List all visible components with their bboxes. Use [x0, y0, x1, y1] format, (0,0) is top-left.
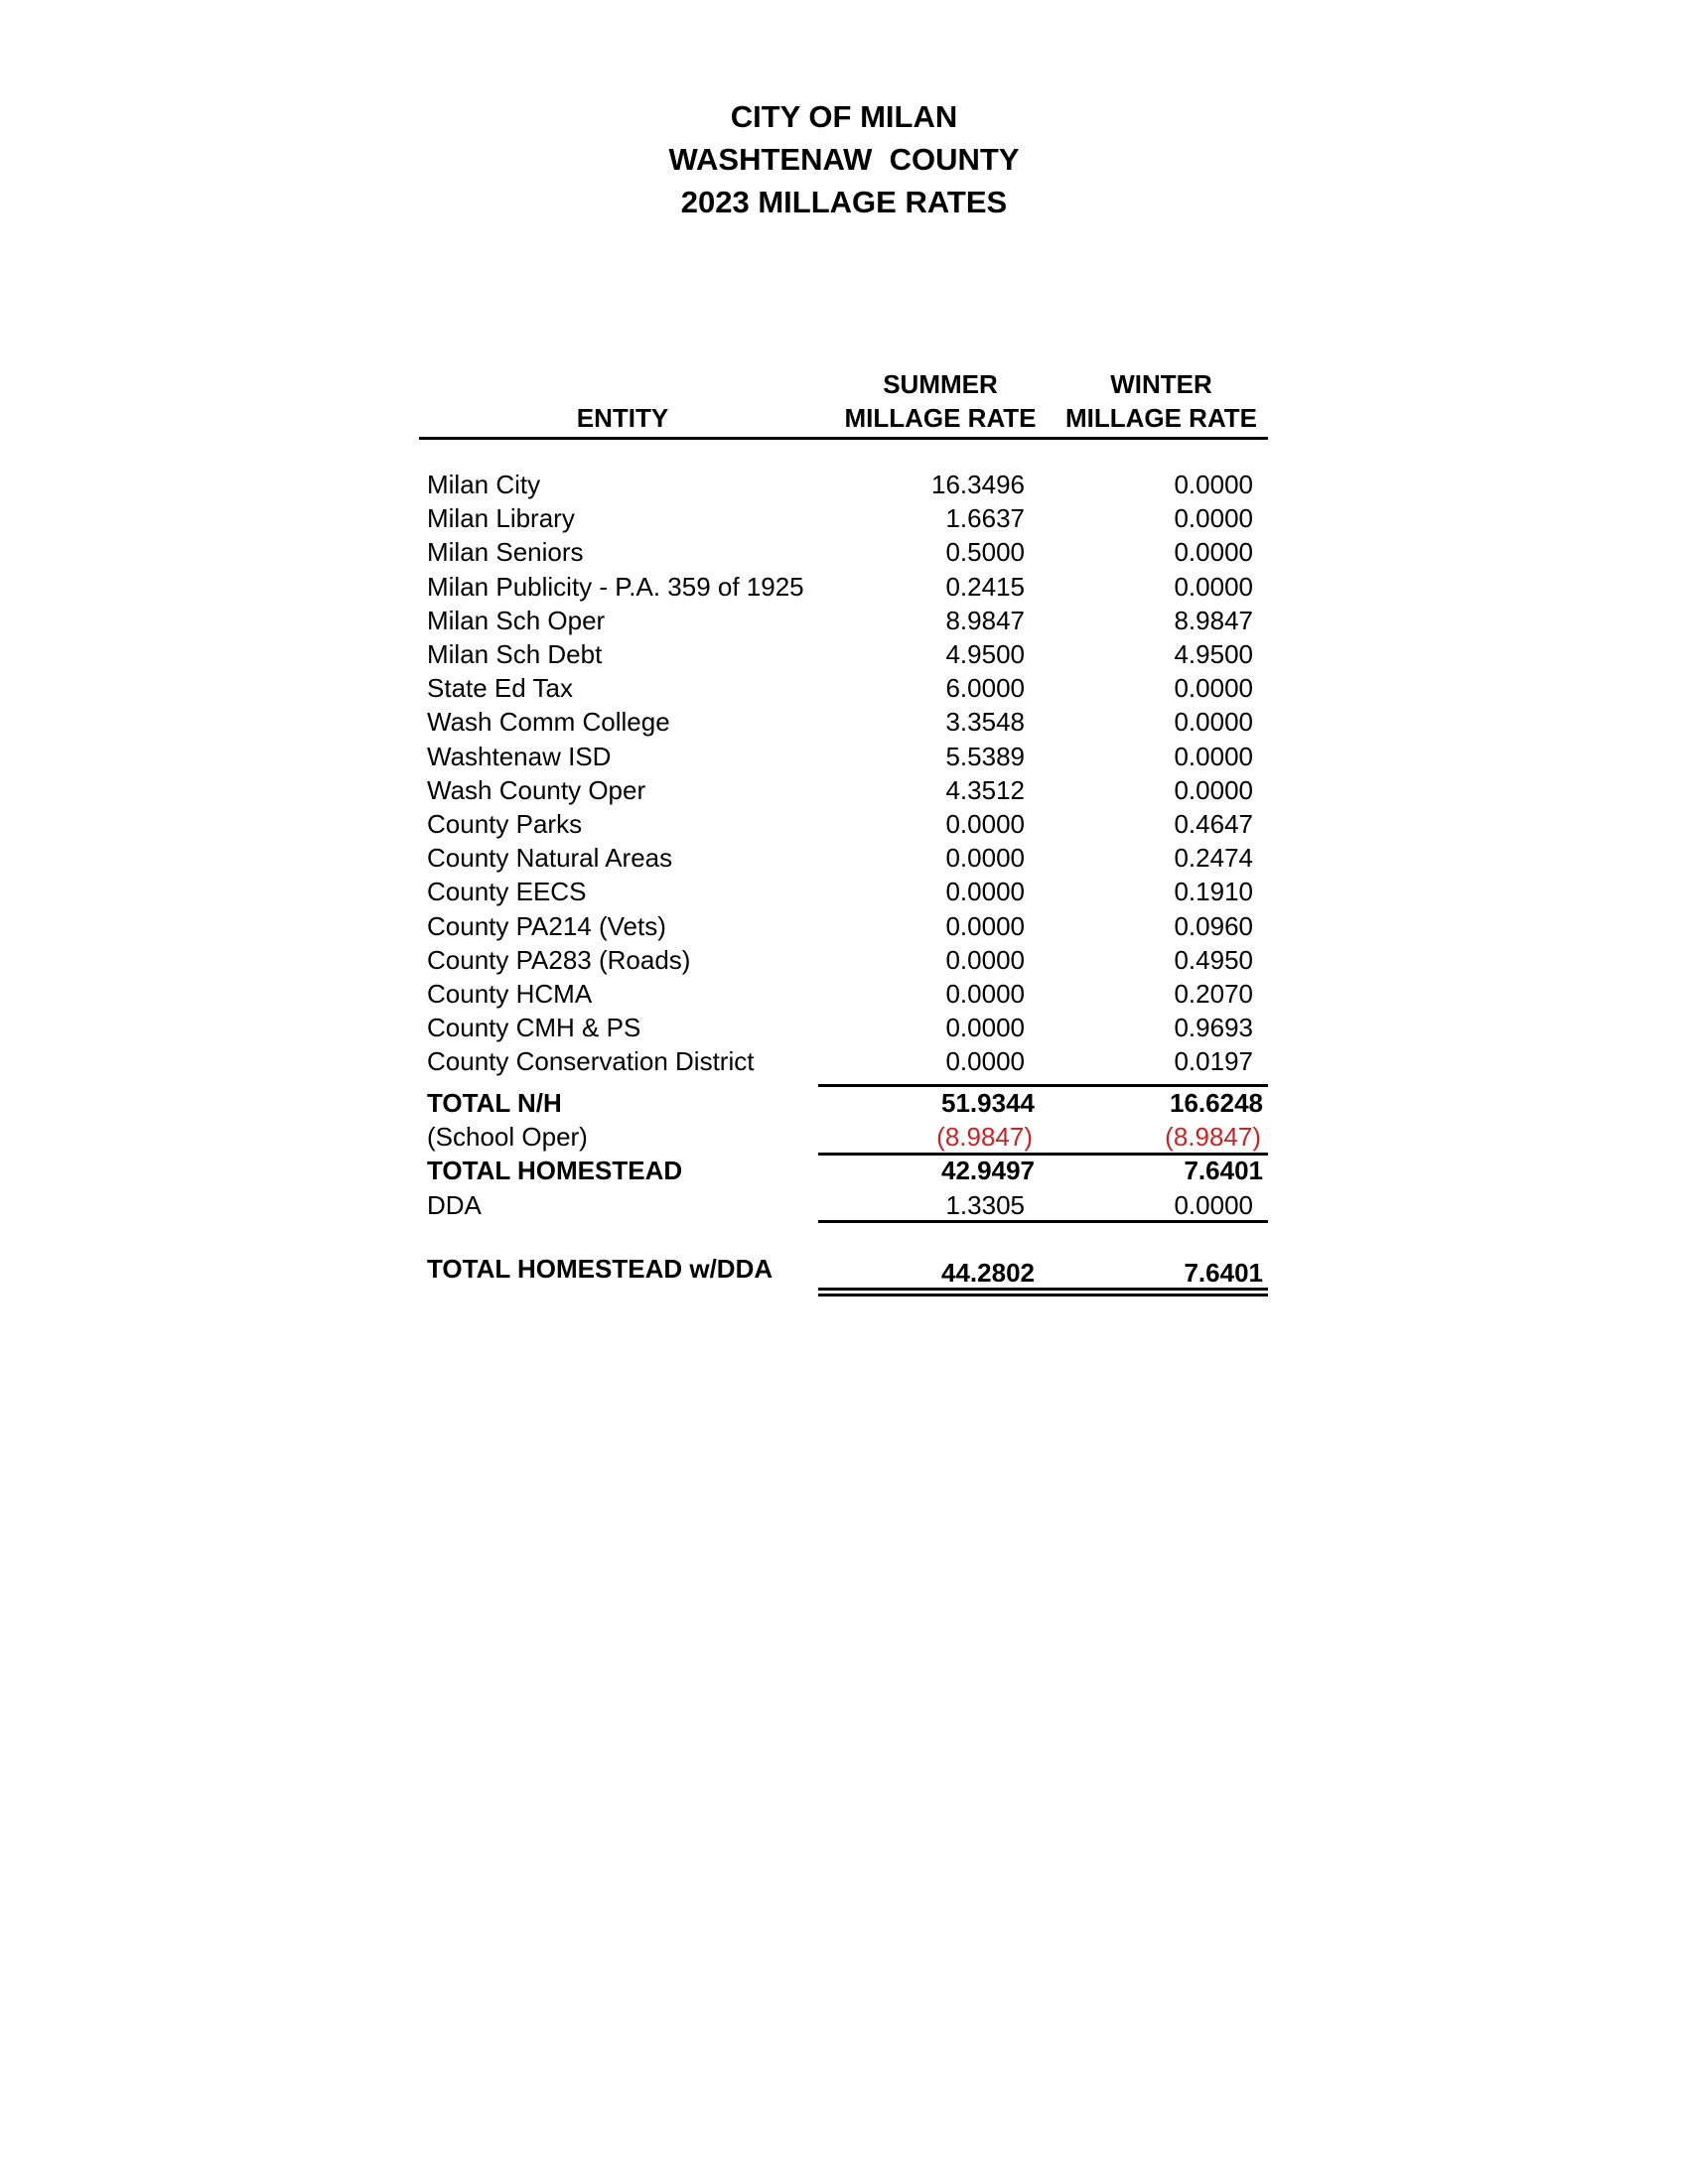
entity-name: Milan City	[427, 470, 541, 499]
entity-name: County PA214 (Vets)	[427, 910, 666, 941]
summer-rate: 8.9847	[945, 605, 1025, 635]
header-entity: ENTITY	[576, 403, 669, 433]
winter-rate: 0.0000	[1174, 741, 1253, 771]
table-row	[419, 977, 1268, 1011]
winter-rate: 0.0197	[1174, 1046, 1253, 1077]
entity-name: County Parks	[427, 809, 583, 839]
summer-rate: 0.0000	[945, 877, 1025, 907]
winter-rate: 0.0000	[1174, 537, 1253, 568]
entity-name: Milan Publicity - P.A. 359 of 1925	[427, 571, 804, 602]
header-winter	[1055, 367, 1268, 435]
entity-name: County PA283 (Roads)	[427, 944, 691, 975]
winter-rate: 0.4950	[1174, 944, 1253, 975]
total-homestead-dda-summer: 44.2802	[941, 1258, 1035, 1288]
table-row	[419, 943, 1268, 977]
total-nh-label: TOTAL N/H	[427, 1088, 562, 1118]
summer-rate: 5.5389	[945, 741, 1025, 771]
dda-row	[419, 1188, 1268, 1222]
summer-rate: 0.0000	[945, 979, 1025, 1009]
summer-rate: 0.0000	[945, 944, 1025, 975]
total-homestead-row	[419, 1154, 1268, 1187]
entity-name: Milan Sch Debt	[427, 639, 603, 669]
summer-rate: 0.0000	[945, 910, 1025, 941]
total-nh-row	[419, 1086, 1268, 1120]
table-row	[419, 671, 1268, 705]
title-county: WASHTENAW COUNTY	[668, 142, 1020, 177]
table-row	[419, 1011, 1268, 1044]
winter-rate: 0.4647	[1174, 809, 1253, 839]
total-homestead-summer: 42.9497	[941, 1156, 1035, 1185]
total-homestead-winter: 7.6401	[1184, 1156, 1263, 1185]
summer-rate: 1.6637	[945, 503, 1025, 534]
winter-rate: 0.2474	[1174, 843, 1253, 874]
header-summer-line1: SUMMER	[883, 369, 998, 399]
winter-rate: 0.9693	[1174, 1013, 1253, 1043]
summer-rate: 4.9500	[945, 639, 1025, 669]
table-row	[419, 604, 1268, 637]
summer-rate: 0.0000	[945, 1046, 1025, 1077]
summer-rate: 16.3496	[931, 470, 1025, 499]
winter-rate: 0.0960	[1174, 910, 1253, 941]
entity-name: County Natural Areas	[427, 843, 673, 874]
title-city: CITY OF MILAN	[730, 99, 958, 134]
header-winter-line2: MILLAGE RATE	[1064, 403, 1258, 433]
winter-rate: 0.0000	[1174, 571, 1253, 602]
table-row	[419, 740, 1268, 773]
total-homestead-dda-winter: 7.6401	[1184, 1258, 1263, 1288]
dda-label: DDA	[427, 1190, 482, 1220]
entity-name: County CMH & PS	[427, 1013, 641, 1043]
table-row	[419, 909, 1268, 943]
table-row	[419, 1044, 1268, 1078]
dda-summer: 1.3305	[945, 1190, 1025, 1220]
table-row	[419, 773, 1268, 807]
entity-name: Milan Library	[427, 503, 575, 534]
school-oper-summer: (8.9847)	[936, 1122, 1033, 1152]
winter-rate: 0.1910	[1174, 877, 1253, 907]
summer-rate: 0.2415	[945, 571, 1025, 602]
total-homestead-label: TOTAL HOMESTEAD	[427, 1156, 683, 1185]
entity-name: Milan Sch Oper	[427, 605, 606, 635]
summer-rate: 0.0000	[945, 843, 1025, 874]
table-row	[419, 705, 1268, 739]
total-nh-winter: 16.6248	[1170, 1088, 1263, 1118]
total-homestead-dda-row	[419, 1252, 1268, 1286]
table-row	[419, 875, 1268, 908]
winter-rate: 8.9847	[1174, 605, 1253, 635]
dda-rule	[818, 1220, 1268, 1223]
winter-rate: 0.0000	[1174, 503, 1253, 534]
summer-rate: 0.0000	[945, 1013, 1025, 1043]
table-row	[419, 501, 1268, 535]
table-row	[419, 807, 1268, 841]
total-nh-summer: 51.9344	[941, 1088, 1035, 1118]
summer-rate: 0.5000	[945, 537, 1025, 568]
entity-name: Wash County Oper	[427, 774, 646, 805]
header-winter-line1: WINTER	[1110, 369, 1212, 399]
table-row	[419, 570, 1268, 604]
summer-rate: 0.0000	[945, 809, 1025, 839]
header-summer-line2: MILLAGE RATE	[844, 403, 1037, 433]
table-row	[419, 841, 1268, 875]
table-row	[419, 535, 1268, 569]
table-row	[419, 637, 1268, 671]
winter-rate: 0.0000	[1174, 470, 1253, 499]
summer-rate: 3.3548	[945, 707, 1025, 738]
table-row	[419, 468, 1268, 501]
entity-name: Milan Seniors	[427, 537, 584, 568]
school-oper-label: (School Oper)	[427, 1122, 588, 1152]
school-oper-winter: (8.9847)	[1165, 1122, 1261, 1152]
total-homestead-dda-label: TOTAL HOMESTEAD w/DDA	[427, 1254, 774, 1284]
entity-name: Washtenaw ISD	[427, 741, 612, 771]
entity-name: State Ed Tax	[427, 673, 573, 704]
winter-rate: 0.0000	[1174, 673, 1253, 704]
header-underline	[419, 437, 1268, 440]
winter-rate: 0.2070	[1174, 979, 1253, 1009]
summer-rate: 4.3512	[945, 774, 1025, 805]
winter-rate: 0.0000	[1174, 707, 1253, 738]
entity-name: County EECS	[427, 877, 587, 907]
summer-rate: 6.0000	[945, 673, 1025, 704]
winter-rate: 0.0000	[1174, 774, 1253, 805]
title-year-rates: 2023 MILLAGE RATES	[680, 185, 1008, 219]
dda-winter: 0.0000	[1174, 1190, 1253, 1220]
school-oper-row	[419, 1120, 1268, 1154]
entity-name: Wash Comm College	[427, 707, 670, 738]
entity-name: County Conservation District	[427, 1046, 755, 1077]
grand-total-double-rule-bottom	[818, 1294, 1268, 1297]
entity-name: County HCMA	[427, 979, 593, 1009]
grand-total-double-rule-top	[818, 1288, 1268, 1291]
winter-rate: 4.9500	[1174, 639, 1253, 669]
document-title	[0, 95, 1688, 223]
header-summer	[826, 367, 1055, 435]
